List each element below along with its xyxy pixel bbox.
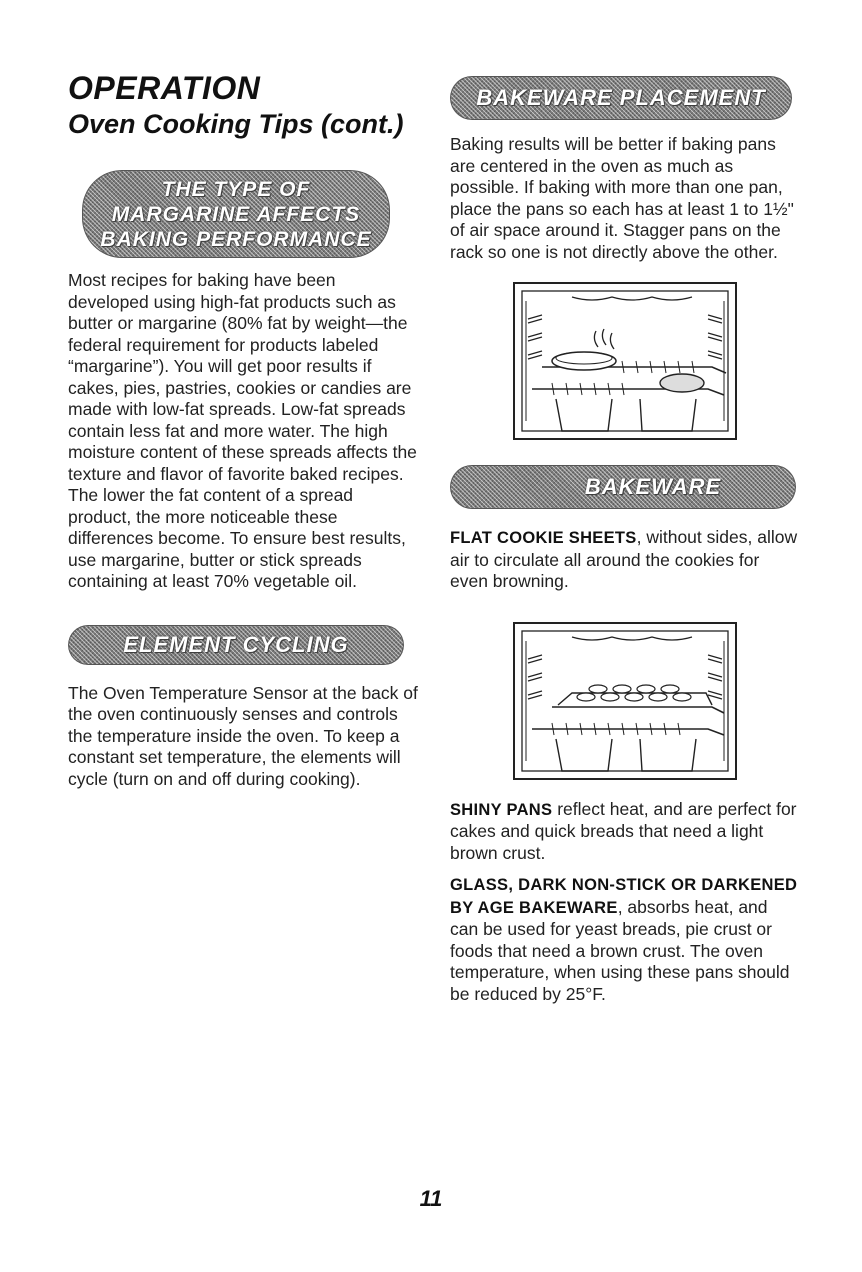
oven-cookie-sheet-illustration — [512, 621, 738, 781]
flat-cookie-sheets-paragraph — [450, 527, 800, 593]
bakeware-banner — [450, 465, 796, 509]
bakeware-placement-paragraph: Baking results will be better if baking pans are centered in the oven as much as possible. If baking with more than one pan, place the pans so each has at least 1 to 1½" of air space around it. Stagger pans on the rack so one is not directly above the other. — [450, 134, 794, 262]
bakeware-placement-banner — [450, 76, 792, 120]
element-cycling-banner — [68, 625, 404, 665]
bakeware-placement-banner-text: BAKEWARE PLACEMENT — [476, 85, 766, 110]
shiny-pans-paragraph — [450, 799, 800, 865]
glass-dark-bakeware-text: , absorbs heat, and can be used for yeast breads, pie crust or foods that need a brown crust. The oven temperature, when using these pans should be reduced by 25°F. — [450, 896, 790, 1004]
glass-dark-bakeware-paragraph — [450, 874, 800, 1005]
element-cycling-banner-text: ELEMENT CYCLING — [123, 631, 349, 657]
margarine-paragraph: Most recipes for baking have been developed using high-fat products such as butter or margarine (80% fat by weight—the federal requirement for products labeled “margarine”). You will get poor results if cakes, pies, pastries, cookies or candies are made with low-fat spreads. Low-fat spreads contain less fat and more water. The high moisture content of these spreads affects the texture and flavor of favorite baked recipes. The lower the fat content of a spread product, the more noticeable these differences become. To ensure best results, use margarine, butter or stick spreads containing at least 70% vegetable oil. — [68, 270, 417, 591]
glass-dark-bakeware-lead: GLASS, DARK NON-STICK OR DARKENED BY AGE BAKEWARE — [450, 876, 798, 917]
flat-cookie-sheets-text: , without sides, allow air to circulate all around the cookies for even browning. — [450, 527, 798, 591]
left-column — [68, 70, 428, 790]
right-column — [450, 70, 800, 1005]
shiny-pans-text: reflect heat, and are perfect for cakes and quick breads that need a light brown crust. — [450, 798, 797, 863]
oven-staggered-pans-illustration — [512, 281, 738, 441]
section-subtitle: Oven Cooking Tips (cont.) — [68, 109, 404, 139]
element-cycling-paragraph: The Oven Temperature Sensor at the back of the oven continuously senses and controls the temperature inside the oven. To keep a constant set temperature, the elements will cycle (turn on and off during cooking). — [68, 682, 418, 789]
section-title: OPERATION — [68, 70, 261, 106]
margarine-banner-text: THE TYPE OF MARGARINE AFFECTS BAKING PERFORMANCE — [100, 177, 372, 251]
bakeware-banner-text: BAKEWARE — [584, 474, 722, 499]
flat-cookie-sheets-lead: FLAT COOKIE SHEETS — [450, 529, 637, 547]
shiny-pans-lead: SHINY PANS — [450, 800, 553, 819]
page-number: 11 — [419, 1186, 443, 1211]
margarine-banner — [82, 170, 390, 258]
